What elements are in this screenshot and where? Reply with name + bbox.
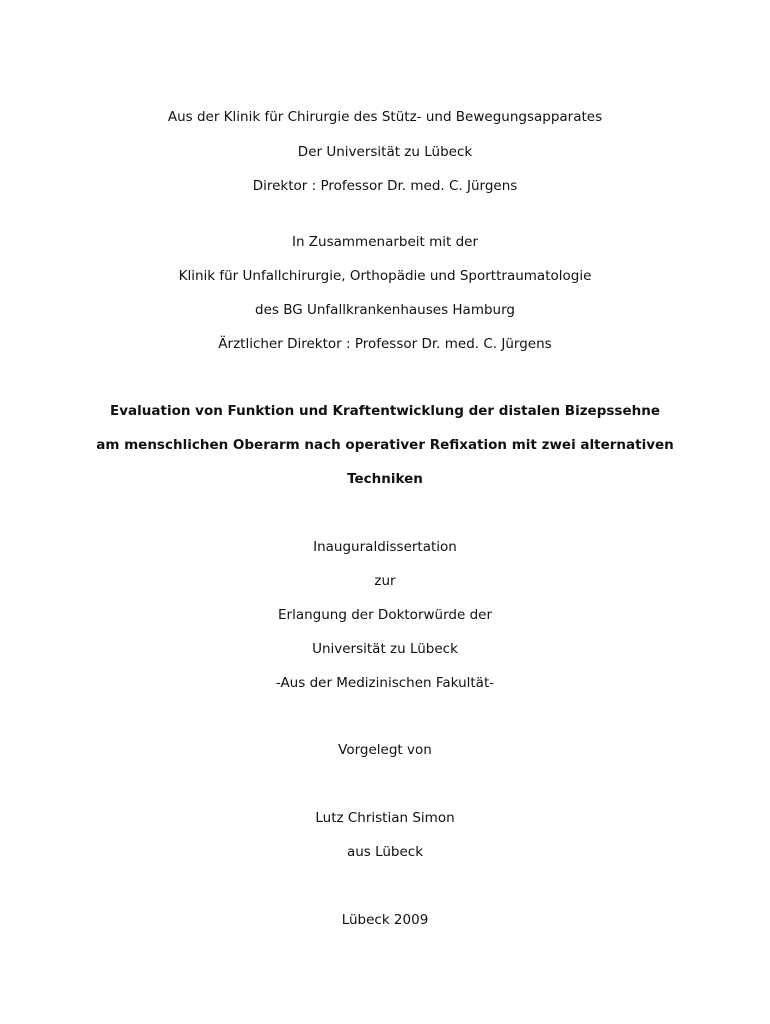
submitted-label: Vorgelegt von (338, 742, 432, 758)
director-line: Direktor : Professor Dr. med. C. Jürgens (252, 178, 518, 194)
dissertation-purpose: Erlangung der Doktorwürde der (278, 607, 492, 623)
clinic-heading: Aus der Klinik für Chirurgie des Stütz- und Bewegungsapparates (167, 109, 603, 125)
university-heading: Der Universität zu Lübeck (297, 144, 473, 160)
place-year: Lübeck 2009 (341, 912, 429, 928)
collaboration-director: Ärztlicher Direktor : Professor Dr. med. C. Jürgens (218, 336, 552, 352)
thesis-title-line-2: am menschlichen Oberarm nach operativer Refixation mit zwei alternativen (96, 437, 674, 453)
collaboration-intro: In Zusammenarbeit mit der (291, 234, 479, 250)
collaboration-clinic: Klinik für Unfallchirurgie, Orthopädie und Sporttraumatologie (178, 268, 592, 284)
dissertation-zur: zur (374, 573, 396, 589)
author-origin: aus Lübeck (346, 844, 424, 860)
thesis-title-line-3: Techniken (347, 471, 423, 487)
dissertation-university: Universität zu Lübeck (312, 641, 458, 657)
dissertation-faculty: -Aus der Medizinischen Fakultät- (275, 675, 495, 691)
thesis-title-line-1: Evaluation von Funktion und Kraftentwicklung der distalen Bizepssehne (110, 403, 660, 419)
collaboration-hospital: des BG Unfallkrankenhauses Hamburg (255, 302, 515, 318)
dissertation-type: Inauguraldissertation (313, 539, 457, 555)
author-name: Lutz Christian Simon (315, 810, 455, 826)
